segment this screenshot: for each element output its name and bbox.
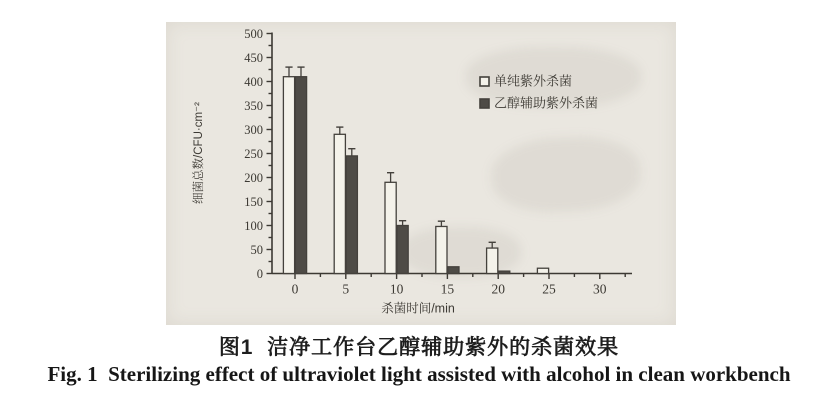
y-tick-label: 500 — [244, 26, 263, 41]
bar — [283, 77, 294, 274]
y-tick-label: 350 — [244, 98, 263, 113]
y-axis-title: 细菌总数/CFU·cm⁻² — [193, 102, 205, 204]
x-tick-label: 25 — [542, 281, 556, 297]
y-tick-label: 450 — [244, 50, 263, 65]
bar — [499, 271, 510, 273]
x-tick-label: 30 — [593, 281, 607, 297]
bar — [346, 156, 357, 274]
bar — [537, 268, 548, 273]
bar — [385, 182, 396, 273]
legend-label: 单纯紫外杀菌 — [494, 73, 573, 89]
y-axis-ticks — [244, 27, 272, 281]
bar — [487, 248, 498, 273]
bar — [397, 226, 408, 274]
x-axis-ticks — [292, 274, 626, 297]
x-tick-label: 5 — [342, 281, 350, 297]
scanned-figure — [166, 22, 676, 325]
x-tick-label: 15 — [440, 281, 455, 297]
y-tick-label: 250 — [244, 146, 263, 161]
legend — [480, 74, 598, 111]
figure-caption-en: Fig. 1 Sterilizing effect of ultraviolet light assisted with alcohol in clean workbench — [47, 362, 791, 386]
axes — [272, 33, 632, 274]
x-tick-label: 20 — [491, 281, 505, 297]
y-tick-label: 400 — [244, 74, 263, 89]
legend-swatch-open — [480, 77, 489, 86]
x-axis-title: 杀菌时间/min — [381, 301, 455, 316]
bar — [334, 134, 345, 273]
figure-caption-zh: 图1 洁净工作台乙醇辅助紫外的杀菌效果 — [218, 336, 620, 359]
y-tick-label: 300 — [244, 122, 263, 137]
y-tick-label: 200 — [244, 170, 263, 185]
bar — [295, 77, 306, 274]
x-tick-label: 0 — [291, 281, 299, 297]
bar-series-1 — [295, 67, 509, 273]
x-tick-label: 10 — [389, 281, 404, 297]
bar-chart — [166, 22, 676, 325]
bar — [436, 226, 447, 273]
y-tick-label: 100 — [244, 218, 263, 233]
bar — [448, 267, 459, 274]
legend-swatch-solid — [480, 99, 489, 108]
legend-label: 乙醇辅助紫外杀菌 — [494, 95, 599, 111]
y-tick-label: 50 — [250, 242, 263, 257]
y-tick-label: 150 — [244, 194, 263, 209]
y-tick-label: 0 — [256, 266, 263, 281]
